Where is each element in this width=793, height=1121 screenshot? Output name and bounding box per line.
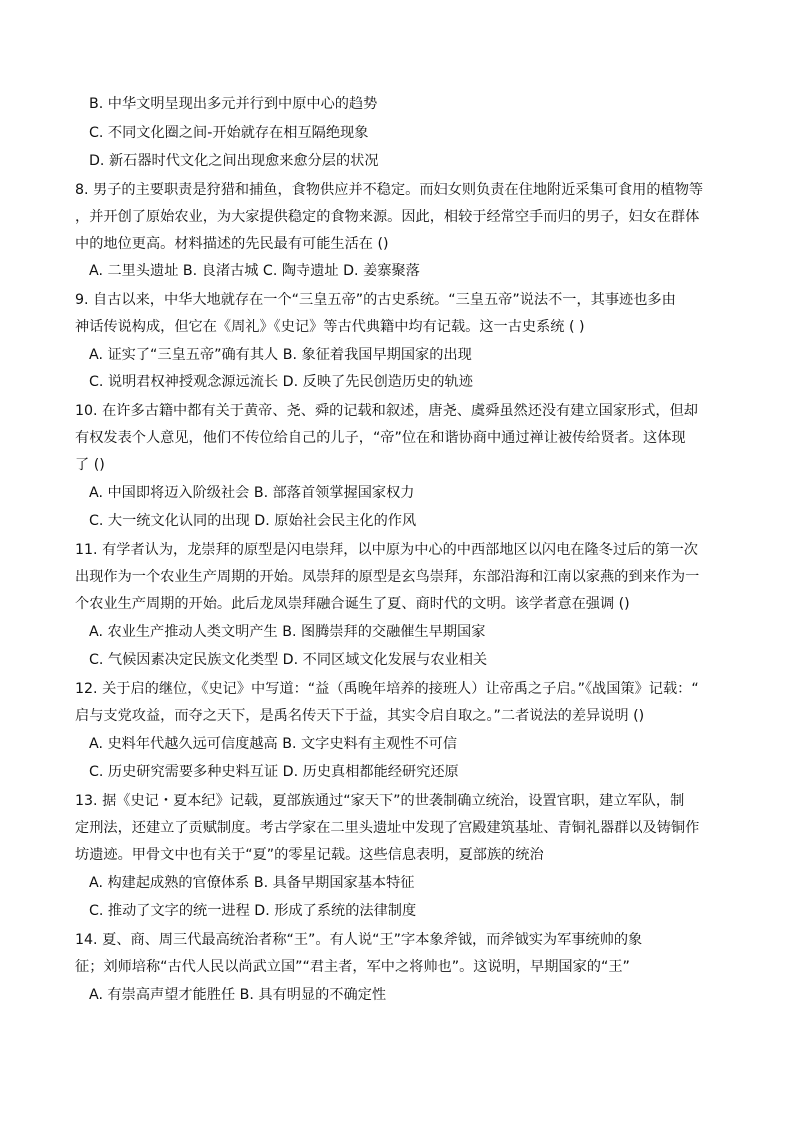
option-line: B. 中华文明呈现出多元并行到中原中心的趋势 bbox=[89, 96, 378, 112]
option-line: C. 气候因素决定民族文化类型 D. 不同区域文化发展与农业相关 bbox=[89, 652, 488, 668]
option-line: C. 历史研究需要多种史料互证 D. 历史真相都能经研究还原 bbox=[89, 764, 459, 780]
option-line: A. 史料年代越久远可信度越高 B. 文字史料有主观性不可信 bbox=[89, 736, 458, 752]
question-line: 有权发表个人意见，他们不传位给自己的儿子，“帝”位在和谐协商中通过禅让被传给贤者。这体现 bbox=[75, 430, 686, 446]
option-line: A. 农业生产推动人类文明产生 B. 图腾崇拜的交融催生早期国家 bbox=[89, 624, 486, 640]
option-line: A. 证实了“三皇五帝”确有其人 B. 象征着我国早期国家的出现 bbox=[89, 347, 472, 363]
question-line: 出现作为一个农业生产周期的开始。凤崇拜的原型是玄鸟崇拜，东部沿海和江南以家燕的到来作为一 bbox=[75, 569, 700, 585]
question-line: 8. 男子的主要职责是狩猎和捕鱼，食物供应并不稳定。而妇女则负责在住地附近采集可食用的植物等 bbox=[75, 182, 704, 198]
option-line: A. 构建起成熟的官僚体系 B. 具备早期国家基本特征 bbox=[89, 875, 415, 891]
question-line: 了 () bbox=[75, 457, 105, 473]
option-line: A. 二里头遗址 B. 良渚古城 C. 陶寺遗址 D. 姜寨聚落 bbox=[89, 263, 420, 279]
question-line: 11. 有学者认为，龙崇拜的原型是闪电崇拜，以中原为中心的中西部地区以闪电在隆冬过后的第一次 bbox=[75, 542, 698, 558]
option-line: C. 说明君权神授观念源远流长 D. 反映了先民创造历史的轨迹 bbox=[89, 374, 473, 390]
option-line: A. 中国即将迈入阶级社会 B. 部落首领掌握国家权力 bbox=[89, 485, 415, 501]
question-line: 征；刘师培称“古代人民以尚武立国”“君主者，军中之将帅也”。这说明，早期国家的“王” bbox=[75, 959, 630, 975]
option-line: C. 推动了文字的统一进程 D. 形成了系统的法律制度 bbox=[89, 903, 417, 919]
question-line: 坊遗迹。甲骨文中也有关于“夏”的零星记载。这些信息表明，夏部族的统治 bbox=[75, 847, 544, 863]
question-line: 14. 夏、商、周三代最高统治者称“王”。有人说“王”字本象斧钺，而斧钺实为军事统帅的象 bbox=[75, 932, 643, 948]
question-line: 个农业生产周期的开始。此后龙凤崇拜融合诞生了夏、商时代的文明。该学者意在强调 () bbox=[75, 596, 630, 612]
question-line: 10. 在许多古籍中都有关于黄帝、尧、舜的记载和叙述，唐尧、虞舜虽然还没有建立国家形式，但却 bbox=[75, 403, 698, 419]
option-line: A. 有崇高声望才能胜任 B. 具有明显的不确定性 bbox=[89, 987, 387, 1003]
question-line: 9. 自古以来，中华大地就存在一个“三皇五帝”的古史系统。“三皇五帝”说法不一，其事迹也多由 bbox=[75, 292, 676, 308]
option-line: C. 不同文化圈之间-开始就存在相互隔绝现象 bbox=[89, 125, 369, 141]
option-line: C. 大一统文化认同的出现 D. 原始社会民主化的作风 bbox=[89, 513, 417, 529]
question-line: 12. 关于启的继位，《史记》中写道：“益（禹晚年培养的接班人）让帝禹之子启。”《战国策》记载：“ bbox=[75, 681, 699, 697]
question-line: ，并开创了原始农业，为大家提供稳定的食物来源。因此，相较于经常空手而归的男子，妇女在群体 bbox=[75, 209, 700, 225]
question-line: 神话传说构成，但它在《周礼》《史记》等古代典籍中均有记载。这一古史系统 ( ) bbox=[75, 319, 585, 335]
question-line: 启与支党攻益，而夺之天下，是禹名传天下于益，其实令启自取之。”二者说法的差异说明 () bbox=[75, 708, 645, 724]
option-line: D. 新石器时代文化之间出现愈来愈分层的状况 bbox=[89, 153, 379, 169]
question-line: 定刑法，还建立了贡赋制度。考古学家在二里头遗址中发现了宫殿建筑基址、青铜礼器群以及铸铜作 bbox=[75, 820, 700, 836]
question-line: 中的地位更高。材料描述的先民最有可能生活在 () bbox=[75, 236, 389, 252]
question-line: 13. 据《史记・夏本纪》记载，夏部族通过“家天下”的世袭制确立统治，设置官职，建立军队，制 bbox=[75, 793, 685, 809]
